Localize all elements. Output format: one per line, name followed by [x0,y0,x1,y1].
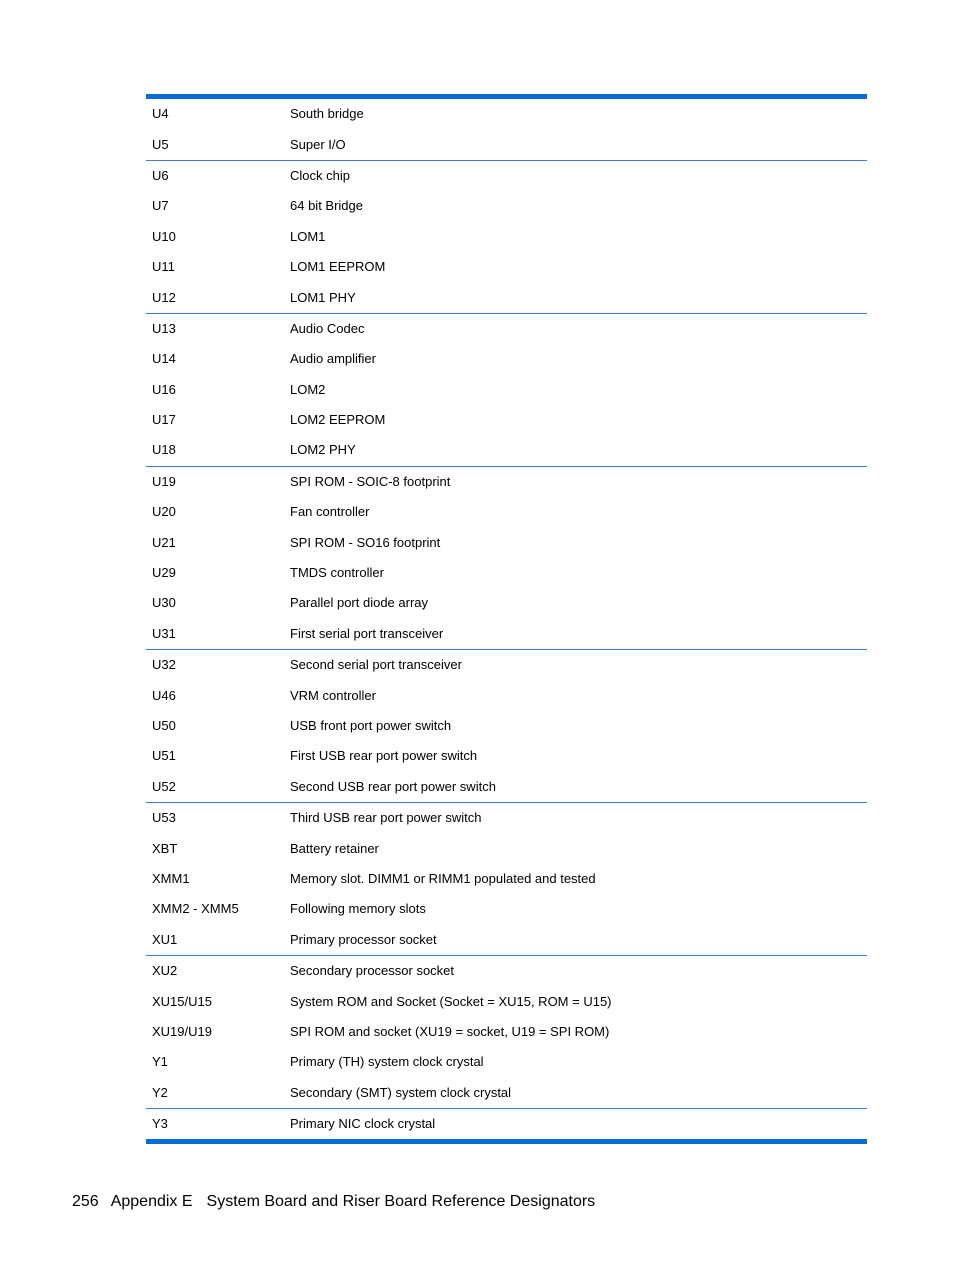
table-row [146,711,867,741]
table-row [146,956,867,986]
component-cell: VRM controller [290,687,376,703]
table-row [146,222,867,252]
table-row [146,741,867,771]
component-cell: Second serial port transceiver [290,657,462,673]
table-row [146,99,867,129]
designator-cell: XU2 [152,963,178,979]
table-row [146,650,867,680]
designator-cell: XBT [152,840,178,856]
table-row-group [146,99,867,161]
component-cell: Fan controller [290,504,370,520]
component-cell: Clock chip [290,167,350,183]
component-cell: Third USB rear port power switch [290,810,482,826]
designator-cell: U13 [152,320,176,336]
designator-cell: U7 [152,198,169,214]
table-row [146,161,867,191]
table-row [146,497,867,527]
designator-cell: U10 [152,228,176,244]
component-cell: 64 bit Bridge [290,198,363,214]
table-row [146,894,867,924]
designator-cell: U32 [152,657,176,673]
designator-cell: XMM2 - XMM5 [152,901,239,917]
component-cell: First USB rear port power switch [290,748,478,764]
table-row [146,803,867,833]
chapter-title: System Board and Riser Board Reference Designators [206,1193,596,1210]
table-row [146,129,867,159]
table-row [146,588,867,618]
table-row-group [146,314,867,467]
component-cell: LOM2 [290,381,326,397]
component-cell: TMDS controller [290,565,384,581]
component-cell: SPI ROM - SOIC-8 footprint [290,473,451,489]
page-footer [72,1192,595,1212]
designator-cell: U5 [152,136,169,152]
table-row-group [146,1109,867,1139]
component-cell: Primary processor socket [290,931,437,947]
page-number: 256 [72,1193,99,1210]
table-row-group [146,650,867,803]
designator-cell: U12 [152,289,176,305]
component-cell: System ROM and Socket (Socket = XU15, ROM = U15) [290,993,612,1009]
designator-cell: U30 [152,595,176,611]
designator-cell: XMM1 [152,870,190,886]
component-cell: Memory slot. DIMM1 or RIMM1 populated and tested [290,870,596,886]
designator-cell: Y3 [152,1116,168,1132]
designator-cell: U6 [152,167,169,183]
designator-cell: U46 [152,687,176,703]
designator-cell: U31 [152,625,176,641]
table-row [146,986,867,1016]
designator-cell: Y2 [152,1084,168,1100]
designator-cell: XU15/U15 [152,993,212,1009]
designator-cell: XU19/U19 [152,1023,212,1039]
table-row-group [146,956,867,1109]
designator-cell: U52 [152,778,176,794]
component-cell: SPI ROM - SO16 footprint [290,534,441,550]
component-cell: Audio Codec [290,320,365,336]
table-row-group [146,803,867,956]
designator-cell: U11 [152,259,175,275]
table-row [146,864,867,894]
component-cell: LOM2 PHY [290,442,356,458]
table-row-group [146,467,867,650]
designator-cell: XU1 [152,931,178,947]
table-row [146,833,867,863]
component-cell: LOM1 PHY [290,289,356,305]
table-row [146,191,867,221]
component-cell: LOM2 EEPROM [290,412,386,428]
table-row [146,344,867,374]
designator-cell: U16 [152,381,176,397]
designator-cell: U29 [152,565,176,581]
table-row [146,772,867,802]
component-cell: LOM1 EEPROM [290,259,386,275]
designator-cell: U4 [152,106,169,122]
table-row [146,467,867,497]
table-row [146,252,867,282]
table-row [146,405,867,435]
appendix-label: Appendix E [110,1193,193,1210]
component-cell: Secondary processor socket [290,963,455,979]
designator-cell: U51 [152,748,176,764]
designator-cell: U20 [152,504,176,520]
table-row-group [146,161,867,314]
component-cell: Parallel port diode array [290,595,429,611]
component-cell: Super I/O [290,136,346,152]
table-row [146,1017,867,1047]
designator-cell: U50 [152,718,176,733]
table-row [146,375,867,405]
table-row [146,1047,867,1077]
designator-cell: U53 [152,810,176,826]
table-row [146,1109,867,1139]
component-cell: South bridge [290,106,364,122]
table-row [146,925,867,955]
component-cell: SPI ROM and socket (XU19 = socket, U19 = SPI ROM) [290,1023,610,1039]
table-row [146,558,867,588]
component-cell: Second USB rear port power switch [290,778,496,794]
table-row [146,1078,867,1108]
component-cell: Primary NIC clock crystal [290,1116,436,1132]
component-cell: Battery retainer [290,840,379,856]
component-cell: Secondary (SMT) system clock crystal [290,1084,512,1100]
table-row [146,619,867,649]
designator-cell: U21 [152,534,176,550]
table-row [146,314,867,344]
component-cell: Primary (TH) system clock crystal [290,1054,484,1070]
component-cell: Audio amplifier [290,351,376,367]
table-row [146,527,867,557]
component-cell: Following memory slots [290,901,426,917]
designator-cell: U19 [152,473,176,489]
designator-cell: U14 [152,351,176,367]
reference-designator-table [146,94,867,1144]
designator-cell: Y1 [152,1054,168,1070]
component-cell: USB front port power switch [290,718,452,733]
component-cell: LOM1 [290,228,326,244]
table-row [146,282,867,312]
table-row [146,680,867,710]
designator-cell: U18 [152,442,176,458]
designator-cell: U17 [152,412,176,428]
table-row [146,435,867,465]
component-cell: First serial port transceiver [290,625,444,641]
